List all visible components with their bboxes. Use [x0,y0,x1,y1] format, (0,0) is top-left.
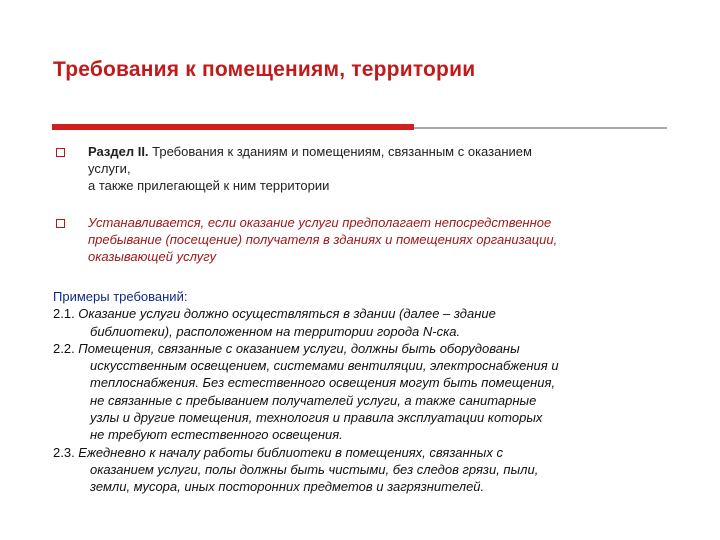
title-underline-accent [52,124,414,130]
hollow-square-bullet-icon [56,219,65,228]
section-lead: Раздел II. [88,144,149,159]
bullet-line: а также прилегающей к ним территории [88,178,330,193]
bullet-line: услуги, [88,161,131,176]
example-continuation: искусственным освещением, системами вентиляции, электроснабжения и [90,358,559,374]
example-continuation: земли, мусора, иных посторонних предметов и загрязнителей. [90,479,485,495]
example-continuation: не связанные с пребыванием получателей услуги, а также санитарные [90,392,537,408]
example-number: 2.3. [53,444,79,460]
bullet-line: оказывающей услугу [88,249,217,264]
examples-heading: Примеры требований: [53,289,188,304]
title-underline-divider [414,127,667,129]
bullet-item-section [88,143,688,194]
example-text: Ежедневно к началу работы библиотеки в помещениях, связанных с [78,444,503,460]
example-continuation: узлы и другие помещения, технология и правила эксплуатации которых [90,410,543,426]
example-line [53,305,693,322]
example-continuation: теплоснабжения. Без естественного освещения могут быть помещения, [90,375,556,391]
example-line [53,444,693,461]
example-text: Оказание услуги должно осуществляться в здании (далее – здание [78,306,496,322]
example-number: 2.2. [53,340,79,356]
bullet-line [88,143,688,160]
example-continuation: не требуют естественного освещения. [90,427,343,443]
example-text: Помещения, связанные с оказанием услуги, должны быть оборудованы [78,340,520,356]
example-line [53,340,693,357]
example-continuation: библиотеки), расположенном на территории города N-ска. [90,323,461,339]
example-continuation: оказанием услуги, полы должны быть чистыми, без следов грязи, пыли, [90,461,539,477]
bullet-line: пребывание (посещение) получателя в зданиях и помещениях организации, [88,232,558,247]
example-number: 2.1. [53,306,79,322]
hollow-square-bullet-icon [56,148,65,157]
examples-block [53,288,693,496]
bullet-line: Устанавливается, если оказание услуги предполагает непосредственное [88,215,552,230]
slide-title: Требования к помещениям, территории [53,58,476,81]
bullet-text: Требования к зданиям и помещениям, связанным с оказанием [148,144,532,159]
bullet-item-condition [88,214,688,265]
